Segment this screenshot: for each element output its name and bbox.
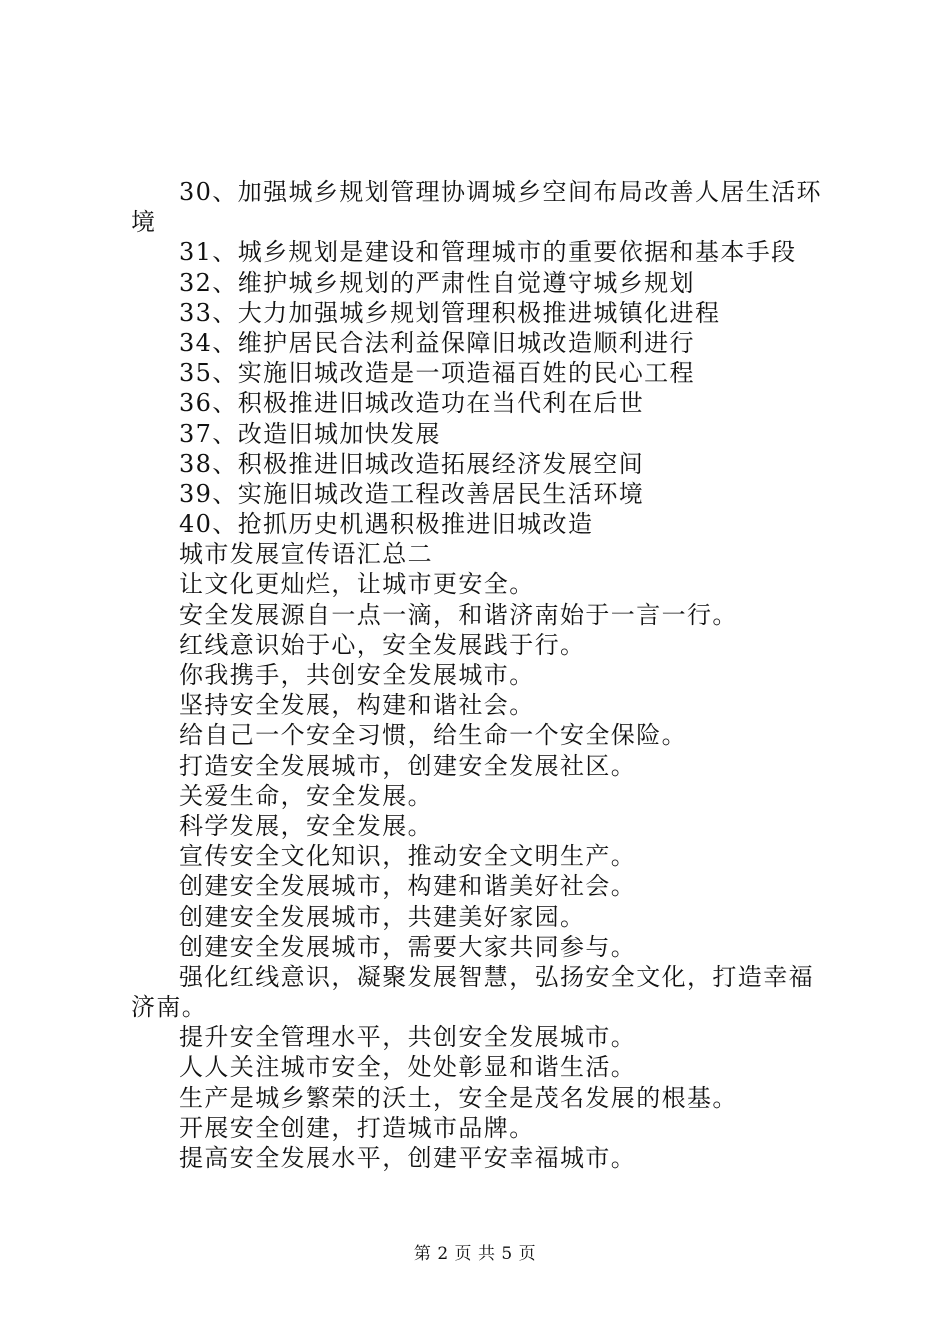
text-line: 济南。 [131, 993, 208, 1022]
page-footer [0, 1243, 950, 1265]
text-line: 打造安全发展城市，创建安全发展社区。 [179, 751, 637, 780]
text-line: 开展安全创建，打造城市品牌。 [179, 1113, 535, 1142]
text-line: 创建安全发展城市，共建美好家园。 [179, 902, 586, 931]
text-line: 创建安全发展城市，需要大家共同参与。 [179, 932, 637, 961]
text-line: 39、实施旧城改造工程改善居民生活环境 [179, 479, 645, 508]
text-line: 34、维护居民合法利益保障旧城改造顺利进行 [179, 328, 695, 357]
text-line: 城市发展宣传语汇总二 [179, 540, 433, 569]
text-line: 强化红线意识，凝聚发展智慧，弘扬安全文化，打造幸福 [179, 962, 814, 991]
text-line: 生产是城乡繁荣的沃土，安全是茂名发展的根基。 [179, 1083, 738, 1112]
text-line: 关爱生命，安全发展。 [179, 781, 433, 810]
text-line: 提高安全发展水平，创建平安幸福城市。 [179, 1144, 637, 1172]
text-line: 坚持安全发展，构建和谐社会。 [179, 691, 535, 720]
text-line: 37、改造旧城加快发展 [179, 419, 441, 448]
text-line: 科学发展，安全发展。 [179, 811, 433, 840]
text-line: 你我携手，共创安全发展城市。 [179, 661, 535, 689]
text-line: 30、加强城乡规划管理协调城乡空间布局改善人居生活环 [179, 178, 822, 206]
text-line: 安全发展源自一点一滴，和谐济南始于一言一行。 [179, 600, 738, 629]
text-line: 32、维护城乡规划的严肃性自觉遵守城乡规划 [179, 268, 695, 297]
text-line: 给自己一个安全习惯，给生命一个安全保险。 [179, 721, 687, 750]
text-line: 提升安全管理水平，共创安全发展城市。 [179, 1023, 637, 1052]
text-line: 让文化更灿烂，让城市更安全。 [179, 570, 535, 599]
text-line: 境 [131, 208, 157, 237]
text-line: 40、抢抓历史机遇积极推进旧城改造 [179, 510, 594, 539]
text-line: 36、积极推进旧城改造功在当代利在后世 [179, 389, 645, 418]
text-line: 35、实施旧城改造是一项造福百姓的民心工程 [179, 359, 695, 388]
document-body [131, 177, 831, 1173]
text-line: 创建安全发展城市，构建和谐美好社会。 [179, 872, 637, 901]
text-line: 31、城乡规划是建设和管理城市的重要依据和基本手段 [179, 238, 797, 267]
text-line: 38、积极推进旧城改造拓展经济发展空间 [179, 449, 645, 478]
text-line: 宣传安全文化知识，推动安全文明生产。 [179, 842, 637, 871]
text-line: 人人关注城市安全，处处彰显和谐生活。 [179, 1053, 637, 1082]
text-line: 33、大力加强城乡规划管理积极推进城镇化进程 [179, 298, 721, 327]
text-line: 红线意识始于心，安全发展践于行。 [179, 630, 586, 659]
page-number-label: 第 2 页 共 5 页 [413, 1244, 537, 1264]
